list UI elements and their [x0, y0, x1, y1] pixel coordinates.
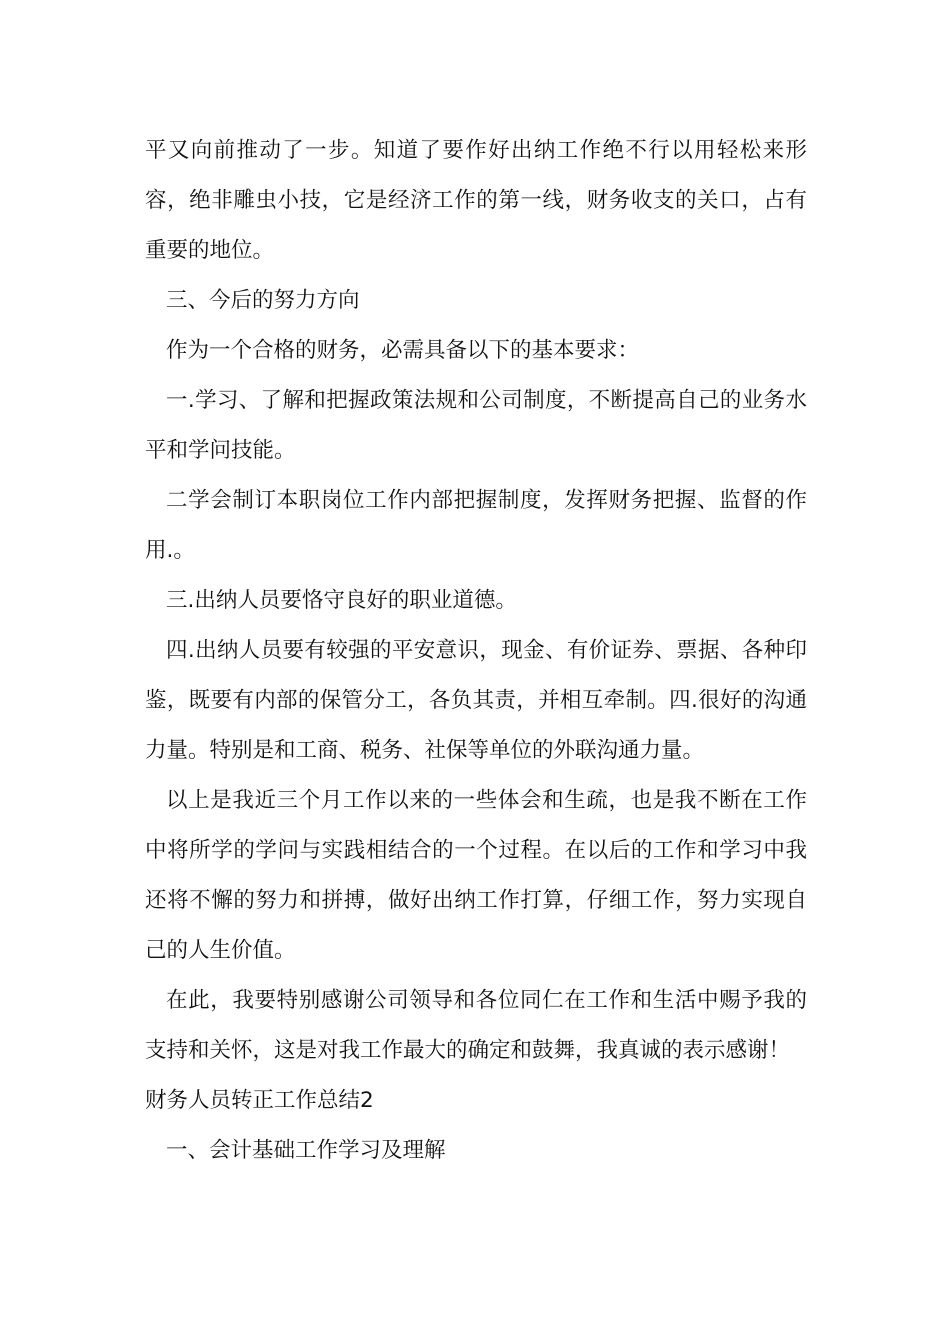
- paragraph-requirement-4: 四.出纳人员要有较强的平安意识，现金、有价证券、票据、各种印鉴，既要有内部的保管分工，各负其责，并相互牵制。四.很好的沟通力量。特别是和工商、税务、社保等单位的外联沟通力量。: [145, 638, 807, 763]
- paragraph-thanks: 在此，我要特别感谢公司领导和各位同仁在工作和生活中赐予我的支持和关怀，这是对我工作最大的确定和鼓舞，我真诚的表示感谢！: [145, 988, 807, 1063]
- paragraph-requirements-intro: 作为一个合格的财务，必需具备以下的基本要求：: [166, 338, 640, 363]
- document-body: [145, 126, 807, 1176]
- section-heading-accounting-basics: 一、会计基础工作学习及理解: [166, 1138, 446, 1163]
- paragraph-requirement-1: 一.学习、了解和把握政策法规和公司制度，不断提高自己的业务水平和学问技能。: [145, 388, 807, 463]
- paragraph-requirement-3: 三.出纳人员要恪守良好的职业道德。: [166, 588, 517, 613]
- document-title-2: 财务人员转正工作总结2: [145, 1088, 374, 1113]
- section-heading-future-direction: 三、今后的努力方向: [166, 288, 360, 313]
- paragraph-summary: 以上是我近三个月工作以来的一些体会和生疏，也是我不断在工作中将所学的学问与实践相结合的一个过程。在以后的工作和学习中我还将不懈的努力和拼搏，做好出纳工作打算，仔细工作，努力实现自己的人生价值。: [145, 788, 807, 963]
- paragraph-continuation: 平又向前推动了一步。知道了要作好出纳工作绝不行以用轻松来形容，绝非雕虫小技，它是经济工作的第一线，财务收支的关口，占有重要的地位。: [145, 138, 807, 263]
- paragraph-requirement-2: 二学会制订本职岗位工作内部把握制度，发挥财务把握、监督的作用.。: [145, 488, 807, 563]
